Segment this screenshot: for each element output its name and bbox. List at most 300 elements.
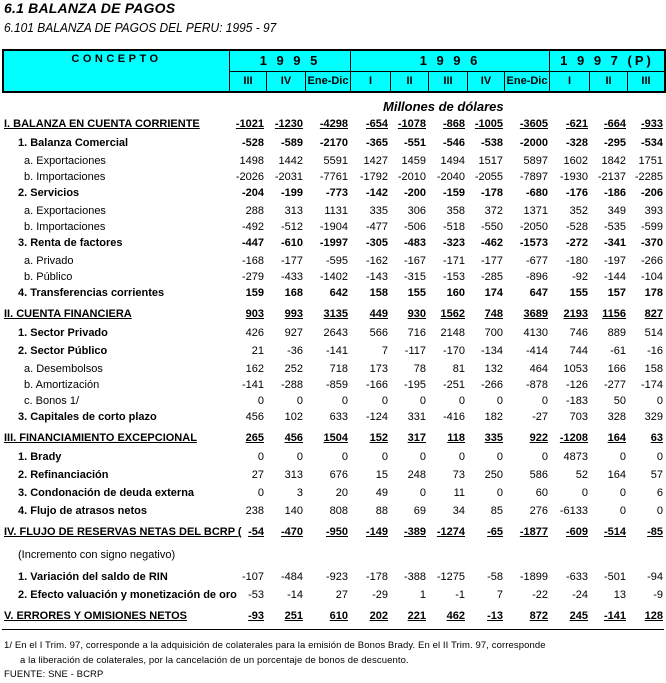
footnote-line: 1/ En el I Trim. 97, corresponde a la adquisición de colaterales para la emisión de Bonos Brady. En el II Trim. 97, corresponde xyxy=(4,640,546,651)
cell-value: -633 xyxy=(565,571,588,583)
cell-value: -528 xyxy=(241,137,264,149)
header-period: IV xyxy=(468,71,505,92)
cell-value: 647 xyxy=(529,287,548,299)
cell-value: 0 xyxy=(619,505,626,517)
cell-value: -414 xyxy=(525,345,548,357)
cell-value: -162 xyxy=(365,255,388,267)
cell-value: 49 xyxy=(375,487,388,499)
cell-value: -141 xyxy=(603,610,626,622)
cell-value: -36 xyxy=(287,345,303,357)
cell-value: 7 xyxy=(381,345,388,357)
cell-value: -859 xyxy=(325,379,348,391)
cell-value: -595 xyxy=(325,255,348,267)
cell-value: 118 xyxy=(447,432,465,444)
cell-value: -2285 xyxy=(634,171,663,183)
cell-value: -2010 xyxy=(397,171,426,183)
cell-value: -680 xyxy=(525,187,548,199)
cell-value: 313 xyxy=(284,469,303,481)
cell-value: 158 xyxy=(369,287,388,299)
cell-value: -167 xyxy=(403,255,426,267)
cell-value: -7761 xyxy=(319,171,348,183)
header-period: II xyxy=(590,71,628,92)
cell-value: 158 xyxy=(644,363,663,375)
table-row xyxy=(0,587,666,605)
cell-value: 1602 xyxy=(563,155,588,167)
cell-value: 1156 xyxy=(602,308,626,320)
row-label: 3. Capitales de corto plazo xyxy=(18,411,157,423)
cell-value: 155 xyxy=(569,287,588,299)
cell-value: 0 xyxy=(419,451,426,463)
cell-value: 700 xyxy=(484,327,503,339)
cell-value: 426 xyxy=(245,327,264,339)
row-label: 2. Efecto valuación y monetización de oro xyxy=(18,589,237,601)
cell-value: -514 xyxy=(603,526,626,538)
table-header xyxy=(2,49,666,93)
cell-value: -54 xyxy=(248,526,264,538)
cell-value: -180 xyxy=(565,255,588,267)
cell-value: 221 xyxy=(407,610,426,622)
cell-value: 449 xyxy=(369,308,388,320)
cell-value: -534 xyxy=(640,137,663,149)
cell-value: 1442 xyxy=(278,155,303,167)
cell-value: 0 xyxy=(257,487,264,499)
cell-value: 0 xyxy=(257,451,264,463)
cell-value: 78 xyxy=(413,363,426,375)
cell-value: -27 xyxy=(532,411,548,423)
cell-value: 50 xyxy=(613,395,626,407)
cell-value: 21 xyxy=(251,345,264,357)
cell-value: 0 xyxy=(257,395,264,407)
cell-value: -2055 xyxy=(474,171,503,183)
table-row xyxy=(0,503,666,521)
cell-value: -654 xyxy=(365,118,388,130)
cell-value: 808 xyxy=(329,505,348,517)
cell-value: -186 xyxy=(603,187,626,199)
cell-value: 464 xyxy=(529,363,548,375)
header-period: I xyxy=(550,71,590,92)
cell-value: -773 xyxy=(325,187,348,199)
cell-value: -3605 xyxy=(519,118,548,130)
cell-value: -134 xyxy=(480,345,503,357)
cell-value: 328 xyxy=(607,411,626,423)
cell-value: -1997 xyxy=(319,237,348,249)
table-row xyxy=(0,543,666,569)
cell-value: -16 xyxy=(647,345,663,357)
cell-value: 744 xyxy=(569,345,588,357)
cell-value: -589 xyxy=(280,137,303,149)
cell-value: 4873 xyxy=(563,451,588,463)
cell-value: -204 xyxy=(241,187,264,199)
cell-value: 276 xyxy=(529,505,548,517)
table-title: 6.101 BALANZA DE PAGOS DEL PERU: 1995 - 97 xyxy=(4,20,277,35)
cell-value: -470 xyxy=(280,526,303,538)
cell-value: 27 xyxy=(335,589,348,601)
cell-value: 642 xyxy=(329,287,348,299)
cell-value: 0 xyxy=(496,395,503,407)
cell-value: 1751 xyxy=(638,155,663,167)
cell-value: 703 xyxy=(569,411,588,423)
cell-value: 1371 xyxy=(523,205,548,217)
cell-value: -535 xyxy=(603,221,626,233)
cell-value: -1021 xyxy=(235,118,264,130)
cell-value: -2170 xyxy=(319,137,348,149)
cell-value: 251 xyxy=(284,610,303,622)
cell-value: -200 xyxy=(403,187,426,199)
cell-value: -483 xyxy=(403,237,426,249)
cell-value: 586 xyxy=(529,469,548,481)
cell-value: -53 xyxy=(248,589,264,601)
cell-value: 349 xyxy=(607,205,626,217)
cell-value: -2026 xyxy=(235,171,264,183)
cell-value: 182 xyxy=(484,411,503,423)
cell-value: -159 xyxy=(442,187,465,199)
cell-value: 1131 xyxy=(324,205,348,217)
cell-value: 993 xyxy=(284,308,303,320)
cell-value: 160 xyxy=(446,287,465,299)
header-period: III xyxy=(429,71,468,92)
cell-value: -142 xyxy=(365,187,388,199)
table-row xyxy=(0,135,666,153)
cell-value: 456 xyxy=(284,432,303,444)
cell-value: 0 xyxy=(656,451,663,463)
units-label: Millones de dólares xyxy=(383,99,504,114)
cell-value: -1208 xyxy=(559,432,588,444)
cell-value: 1504 xyxy=(323,432,348,444)
cell-value: 393 xyxy=(644,205,663,217)
cell-value: -868 xyxy=(442,118,465,130)
header-period: IV xyxy=(267,71,306,92)
cell-value: -266 xyxy=(480,379,503,391)
cell-value: 306 xyxy=(407,205,426,217)
cell-value: -277 xyxy=(603,379,626,391)
cell-value: 748 xyxy=(484,308,503,320)
cell-value: 159 xyxy=(245,287,264,299)
cell-value: -388 xyxy=(403,571,426,583)
cell-value: 0 xyxy=(458,395,465,407)
cell-value: 157 xyxy=(607,287,626,299)
table-row xyxy=(0,343,666,361)
cell-value: -323 xyxy=(442,237,465,249)
row-label: c. Bonos 1/ xyxy=(24,395,80,407)
row-label: III. FINANCIAMIENTO EXCEPCIONAL xyxy=(4,432,197,444)
cell-value: -65 xyxy=(487,526,503,538)
cell-value: 2148 xyxy=(440,327,465,339)
section-title: 6.1 BALANZA DE PAGOS xyxy=(4,0,176,16)
cell-value: -370 xyxy=(640,237,663,249)
cell-value: -538 xyxy=(480,137,503,149)
cell-value: -61 xyxy=(610,345,626,357)
cell-value: 132 xyxy=(484,363,503,375)
cell-value: 872 xyxy=(529,610,548,622)
header-period: III xyxy=(628,71,666,92)
cell-value: 178 xyxy=(644,287,663,299)
cell-value: -1904 xyxy=(319,221,348,233)
cell-value: -13 xyxy=(487,610,503,622)
row-label: a. Exportaciones xyxy=(24,205,106,217)
cell-value: -170 xyxy=(442,345,465,357)
table-row xyxy=(0,569,666,587)
table-row xyxy=(0,409,666,427)
table-row xyxy=(0,169,666,185)
cell-value: 162 xyxy=(245,363,264,375)
table-row xyxy=(0,153,666,169)
cell-value: 0 xyxy=(619,451,626,463)
cell-value: 335 xyxy=(484,432,503,444)
cell-value: 1 xyxy=(419,589,426,601)
table-row xyxy=(0,361,666,377)
cell-value: -285 xyxy=(480,271,503,283)
cell-value: -92 xyxy=(572,271,588,283)
header-year-1997: 1 9 9 7 (P) xyxy=(550,50,666,71)
cell-value: -22 xyxy=(532,589,548,601)
cell-value: 676 xyxy=(329,469,348,481)
cell-value: 927 xyxy=(284,327,303,339)
cell-value: -183 xyxy=(565,395,588,407)
footer-rule xyxy=(2,629,664,630)
cell-value: -141 xyxy=(241,379,264,391)
cell-value: -94 xyxy=(647,571,663,583)
cell-value: -933 xyxy=(640,118,663,130)
table-row xyxy=(0,235,666,253)
footnote-line: a la liberación de colaterales, por la cancelación de un porcentaje de bonos de descuento. xyxy=(20,655,409,666)
cell-value: -144 xyxy=(603,271,626,283)
cell-value: -610 xyxy=(280,237,303,249)
cell-value: -288 xyxy=(280,379,303,391)
cell-value: -1930 xyxy=(559,171,588,183)
row-label: 1. Brady xyxy=(18,451,62,463)
cell-value: -484 xyxy=(280,571,303,583)
section-row xyxy=(0,608,666,627)
cell-value: 0 xyxy=(541,395,548,407)
cell-value: -365 xyxy=(365,137,388,149)
row-label: 2. Refinanciación xyxy=(18,469,109,481)
cell-value: 358 xyxy=(446,205,465,217)
cell-value: -518 xyxy=(442,221,465,233)
cell-value: -506 xyxy=(403,221,426,233)
cell-value: -199 xyxy=(280,187,303,199)
cell-value: -462 xyxy=(480,237,503,249)
cell-value: 252 xyxy=(284,363,303,375)
cell-value: -2000 xyxy=(519,137,548,149)
header-period: II xyxy=(391,71,429,92)
cell-value: 903 xyxy=(245,308,264,320)
cell-value: 0 xyxy=(581,487,588,499)
cell-value: -315 xyxy=(403,271,426,283)
header-year-1996: 1 9 9 6 xyxy=(351,50,550,71)
cell-value: -1230 xyxy=(274,118,303,130)
cell-value: 372 xyxy=(484,205,503,217)
row-label: 1. Sector Privado xyxy=(18,327,108,339)
cell-value: 63 xyxy=(650,432,663,444)
cell-value: 7 xyxy=(496,589,503,601)
cell-value: -1573 xyxy=(519,237,548,249)
section-row xyxy=(0,524,666,543)
cell-value: 0 xyxy=(381,395,388,407)
cell-value: -512 xyxy=(280,221,303,233)
cell-value: 1562 xyxy=(440,308,465,320)
cell-value: -1402 xyxy=(319,271,348,283)
table-row xyxy=(0,253,666,269)
cell-value: -1274 xyxy=(436,526,465,538)
cell-value: -447 xyxy=(241,237,264,249)
cell-value: 173 xyxy=(369,363,388,375)
cell-value: -433 xyxy=(280,271,303,283)
cell-value: 716 xyxy=(407,327,426,339)
row-label: IV. FLUJO DE RESERVAS NETAS DEL BCRP ( xyxy=(4,526,242,538)
cell-value: 827 xyxy=(644,308,663,320)
cell-value: 0 xyxy=(341,395,348,407)
cell-value: 514 xyxy=(644,327,663,339)
cell-value: -664 xyxy=(603,118,626,130)
cell-value: 34 xyxy=(452,505,465,517)
cell-value: -9 xyxy=(653,589,663,601)
cell-value: -1275 xyxy=(436,571,465,583)
header-year-1995: 1 9 9 5 xyxy=(230,50,351,71)
cell-value: 88 xyxy=(375,505,388,517)
cell-value: -896 xyxy=(525,271,548,283)
cell-value: 1498 xyxy=(239,155,264,167)
row-label: b. Importaciones xyxy=(24,221,106,233)
cell-value: 0 xyxy=(496,487,503,499)
row-label: b. Importaciones xyxy=(24,171,106,183)
row-label: I. BALANZA EN CUENTA CORRIENTE xyxy=(4,118,200,130)
cell-value: -279 xyxy=(241,271,264,283)
row-label: V. ERRORES Y OMISIONES NETOS xyxy=(4,610,187,622)
table-row xyxy=(0,285,666,303)
cell-value: -1078 xyxy=(397,118,426,130)
cell-value: 166 xyxy=(607,363,626,375)
cell-value: -178 xyxy=(365,571,388,583)
cell-value: -492 xyxy=(241,221,264,233)
cell-value: 352 xyxy=(569,205,588,217)
table-row xyxy=(0,325,666,343)
cell-value: -6133 xyxy=(559,505,588,517)
cell-value: 610 xyxy=(329,610,348,622)
cell-value: -149 xyxy=(365,526,388,538)
cell-value: -2050 xyxy=(519,221,548,233)
cell-value: 164 xyxy=(607,432,626,444)
cell-value: -609 xyxy=(565,526,588,538)
cell-value: -266 xyxy=(640,255,663,267)
cell-value: 0 xyxy=(419,395,426,407)
cell-value: -923 xyxy=(325,571,348,583)
cell-value: -4298 xyxy=(319,118,348,130)
row-label: b. Público xyxy=(24,271,73,283)
cell-value: -171 xyxy=(442,255,465,267)
cell-value: 11 xyxy=(453,487,465,499)
cell-value: 13 xyxy=(613,589,626,601)
cell-value: -477 xyxy=(365,221,388,233)
table-row xyxy=(0,377,666,393)
cell-value: 930 xyxy=(407,308,426,320)
cell-value: -197 xyxy=(603,255,626,267)
cell-value: 202 xyxy=(369,610,388,622)
cell-value: -950 xyxy=(325,526,348,538)
cell-value: -206 xyxy=(640,187,663,199)
cell-value: 57 xyxy=(650,469,663,481)
cell-value: 265 xyxy=(245,432,264,444)
cell-value: -677 xyxy=(525,255,548,267)
row-label: 4. Flujo de atrasos netos xyxy=(18,505,147,517)
row-label: 2. Sector Público xyxy=(18,345,108,357)
cell-value: 0 xyxy=(296,395,303,407)
cell-value: -166 xyxy=(365,379,388,391)
cell-value: -58 xyxy=(487,571,503,583)
cell-value: -107 xyxy=(241,571,264,583)
cell-value: -104 xyxy=(640,271,663,283)
cell-value: 102 xyxy=(284,411,303,423)
cell-value: -2031 xyxy=(274,171,303,183)
cell-value: -176 xyxy=(565,187,588,199)
cell-value: 5897 xyxy=(523,155,548,167)
cell-value: 718 xyxy=(329,363,348,375)
cell-value: -1899 xyxy=(519,571,548,583)
cell-value: 81 xyxy=(452,363,465,375)
table-row xyxy=(0,269,666,285)
cell-value: 288 xyxy=(245,205,264,217)
cell-value: 52 xyxy=(575,469,588,481)
cell-value: 0 xyxy=(619,487,626,499)
cell-value: 329 xyxy=(644,411,663,423)
cell-value: -305 xyxy=(365,237,388,249)
cell-value: 0 xyxy=(541,451,548,463)
header-concepto: CONCEPTO xyxy=(3,50,230,92)
cell-value: 922 xyxy=(529,432,548,444)
cell-value: 2643 xyxy=(323,327,348,339)
cell-value: 15 xyxy=(375,469,388,481)
cell-value: -24 xyxy=(572,589,588,601)
table-row xyxy=(0,467,666,485)
cell-value: 2193 xyxy=(563,308,588,320)
cell-value: 331 xyxy=(407,411,426,423)
cell-value: -178 xyxy=(480,187,503,199)
cell-value: 69 xyxy=(413,505,426,517)
row-label: b. Amortización xyxy=(24,379,100,391)
cell-value: 746 xyxy=(569,327,588,339)
cell-value: -2137 xyxy=(597,171,626,183)
header-period: I xyxy=(351,71,391,92)
cell-value: 85 xyxy=(490,505,503,517)
section-row xyxy=(0,430,666,449)
cell-value: -341 xyxy=(603,237,626,249)
cell-value: 60 xyxy=(535,487,548,499)
cell-value: 1053 xyxy=(563,363,588,375)
cell-value: -599 xyxy=(640,221,663,233)
cell-value: -29 xyxy=(372,589,388,601)
cell-value: -878 xyxy=(525,379,548,391)
table-row xyxy=(0,485,666,503)
cell-value: 27 xyxy=(251,469,264,481)
cell-value: -143 xyxy=(365,271,388,283)
cell-value: -295 xyxy=(603,137,626,149)
source-note: FUENTE: SNE - BCRP xyxy=(4,669,104,680)
table-row xyxy=(0,219,666,235)
cell-value: 6 xyxy=(656,487,663,499)
cell-value: -177 xyxy=(480,255,503,267)
cell-value: -174 xyxy=(640,379,663,391)
cell-value: 73 xyxy=(452,469,465,481)
cell-value: -1 xyxy=(455,589,465,601)
cell-value: -328 xyxy=(565,137,588,149)
cell-value: 4130 xyxy=(523,327,548,339)
row-label: 3. Renta de factores xyxy=(18,237,123,249)
row-label: 3. Condonación de deuda externa xyxy=(18,487,195,499)
cell-value: -528 xyxy=(565,221,588,233)
cell-value: -195 xyxy=(403,379,426,391)
cell-value: 164 xyxy=(607,469,626,481)
cell-value: -93 xyxy=(248,610,264,622)
row-label: 1. Balanza Comercial xyxy=(18,137,129,149)
